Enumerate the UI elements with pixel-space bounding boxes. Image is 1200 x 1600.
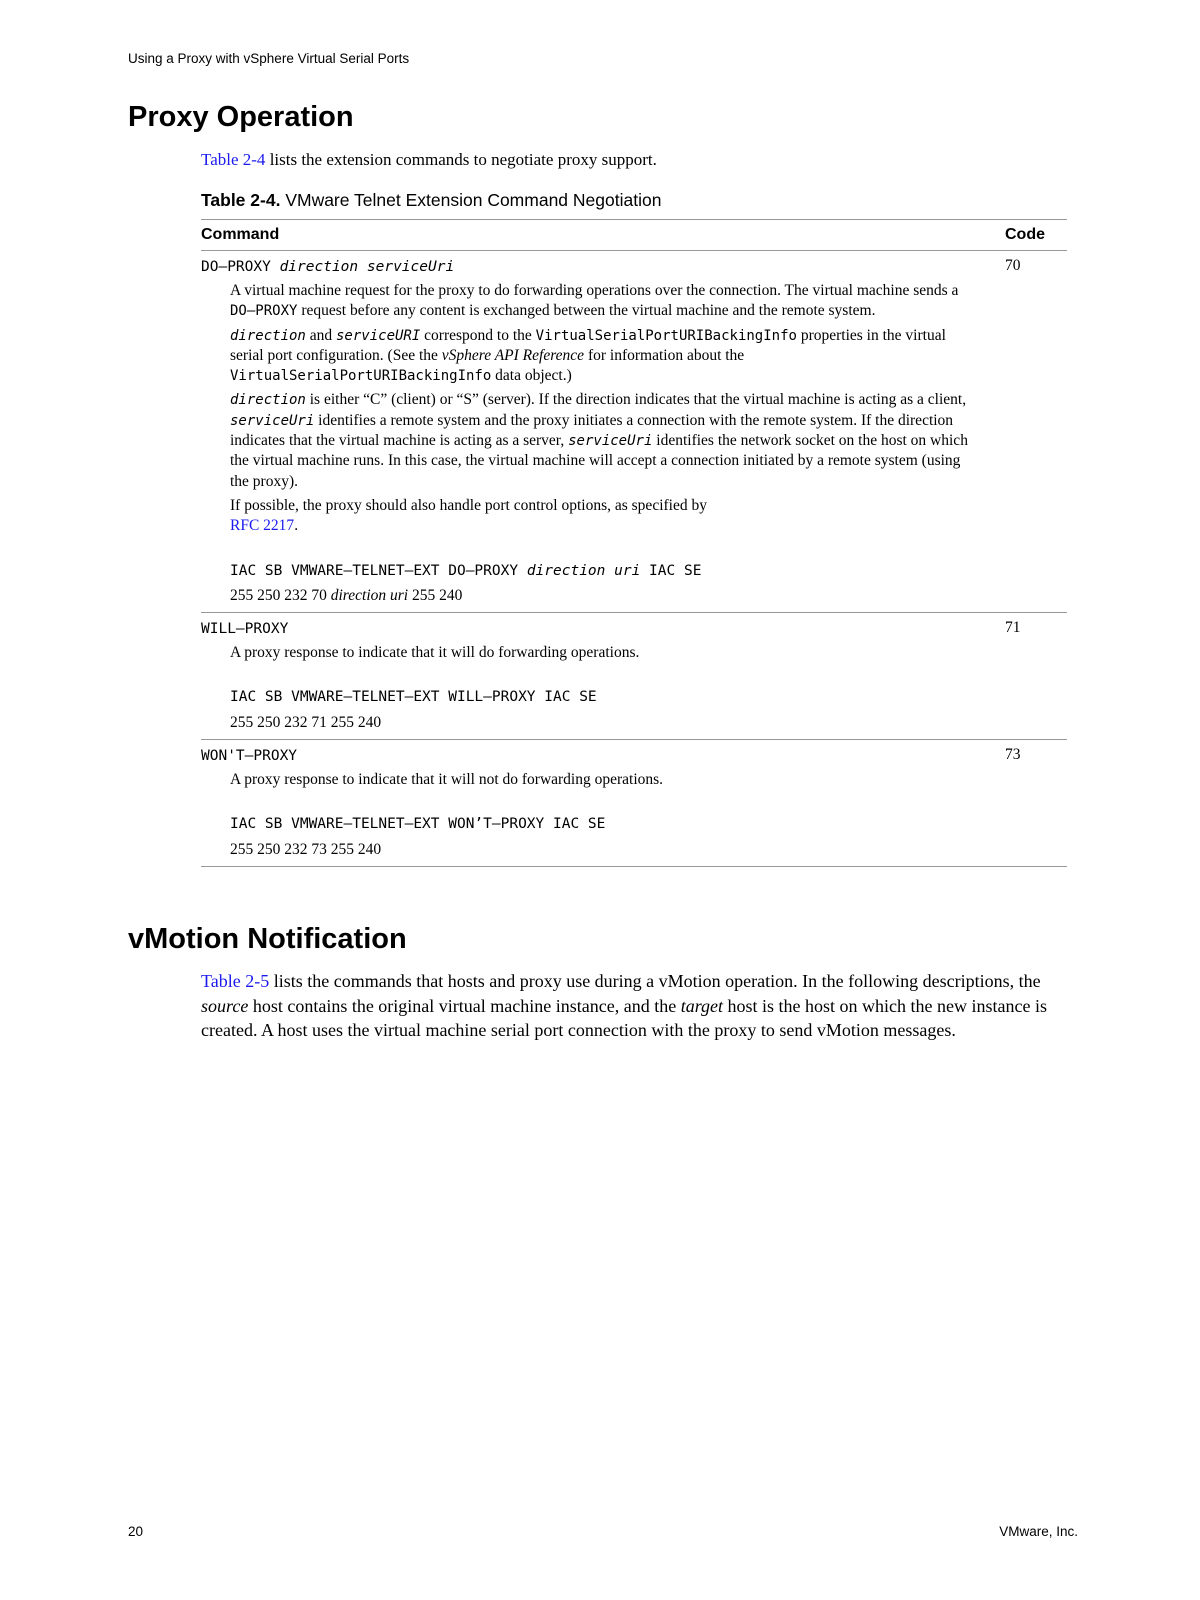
command-sequence: IAC SB VMWARE–TELNET–EXT WON’T–PROXY IAC SE (230, 816, 606, 833)
text: data object.) (491, 367, 572, 385)
text: A virtual machine request for the proxy to do forwarding operations over the connection. The virtual machine sends a (230, 282, 959, 299)
command-table (201, 219, 1067, 867)
table-caption (201, 190, 661, 211)
command-cell (201, 613, 1005, 740)
text: and (305, 326, 336, 344)
vmotion-paragraph (201, 969, 1067, 1043)
table-row-wont-proxy (201, 740, 1067, 867)
text: 255 240 (408, 586, 463, 604)
text: IAC SB VMWARE–TELNET–EXT DO–PROXY (230, 562, 527, 579)
source-term: source (201, 995, 249, 1016)
command-sequence: IAC SB VMWARE–TELNET–EXT WILL–PROXY IAC SE (230, 689, 597, 706)
text: IAC SE (640, 562, 702, 579)
footer-company: VMware, Inc. (999, 1524, 1078, 1539)
section-title-proxy-operation: Proxy Operation (128, 101, 354, 133)
table-row-do-proxy (201, 251, 1067, 613)
inline-code: DO–PROXY (230, 303, 298, 320)
text: identifies the network socket on the host on which the virtual machine runs. In this case, the virtual machine will accept a connection initiated by a remote system (using the proxy). (230, 432, 968, 490)
section-title-vmotion-notification: vMotion Notification (128, 923, 407, 955)
text: If possible, the proxy should also handle port control options, as specified by (230, 496, 707, 514)
intro-paragraph (201, 150, 657, 170)
table-row-will-proxy (201, 613, 1067, 740)
inline-code: VirtualSerialPortURIBackingInfo (535, 327, 797, 344)
column-header-command: Command (201, 220, 1005, 251)
text: is either “C” (client) or “S” (server). If the direction indicates that the virtual machine is acting as a client, (305, 391, 967, 409)
inline-code: serviceUri (230, 412, 315, 429)
reference-title: vSphere API Reference (441, 346, 585, 364)
command-name (201, 257, 1005, 277)
text: lists the commands that hosts and proxy use during a vMotion operation. In the following descriptions, the (269, 971, 1041, 991)
text: direction uri (330, 586, 409, 604)
command-description (230, 643, 983, 733)
byte-sequence: 255 250 232 73 255 240 (230, 840, 382, 858)
description-paragraph (230, 390, 983, 491)
intro-text: lists the extension commands to negotiate proxy support. (265, 150, 657, 169)
command-sequence (230, 561, 983, 581)
code-value: 71 (1005, 613, 1067, 740)
inline-code: serviceUri (568, 433, 653, 450)
command-args: direction serviceUri (279, 259, 455, 275)
command-description (230, 770, 983, 860)
command-name: WILL–PROXY (201, 621, 289, 638)
rfc-2217-link[interactable]: RFC 2217 (230, 517, 295, 535)
code-value: 73 (1005, 740, 1067, 867)
byte-sequence: 255 250 232 71 255 240 (230, 713, 382, 731)
text: host contains the original virtual machine instance, and the (248, 995, 681, 1016)
target-term: target (680, 995, 724, 1016)
command-description (230, 281, 983, 606)
description-paragraph (230, 281, 983, 322)
text: properties in the virtual serial port configuration. (See the (230, 326, 946, 364)
table-2-4-link[interactable]: Table 2-4 (201, 150, 266, 169)
description-paragraph: A proxy response to indicate that it will not do forwarding operations. (230, 771, 664, 789)
inline-code: serviceURI (336, 327, 421, 344)
inline-code: VirtualSerialPortURIBackingInfo (230, 368, 492, 385)
text: 255 250 232 70 (230, 586, 331, 604)
running-header: Using a Proxy with vSphere Virtual Serial Ports (128, 51, 410, 66)
page-number: 20 (128, 1524, 144, 1539)
command-cell (201, 251, 1005, 613)
description-paragraph (230, 496, 983, 537)
table-2-5-link[interactable]: Table 2-5 (201, 971, 270, 991)
command-keyword: DO–PROXY (201, 259, 271, 275)
code-value: 70 (1005, 251, 1067, 613)
text: request before any content is exchanged between the virtual machine and the remote system. (297, 302, 876, 320)
text: host is the host on which the new instance is created. A host uses the virtual machine serial port connection with the proxy to send vMotion messages. (201, 995, 1048, 1040)
inline-code: direction (230, 327, 306, 344)
text: identifies a remote system and the proxy initiates a connection with the remote system. If the direction indicates that the virtual machine is acting as a server, (230, 411, 954, 450)
text: for information about the (584, 346, 745, 364)
table-caption-label: Table 2-4. (201, 190, 281, 210)
text: . (294, 517, 299, 535)
command-cell (201, 740, 1005, 867)
byte-sequence (230, 586, 983, 606)
text: direction uri (526, 562, 641, 579)
command-name: WON'T–PROXY (201, 748, 298, 765)
inline-code: direction (230, 392, 306, 409)
column-header-code: Code (1005, 220, 1067, 251)
description-paragraph: A proxy response to indicate that it will do forwarding operations. (230, 644, 640, 662)
text: correspond to the (420, 326, 536, 344)
description-paragraph (230, 326, 983, 387)
table-caption-title: VMware Telnet Extension Command Negotiation (285, 190, 662, 210)
